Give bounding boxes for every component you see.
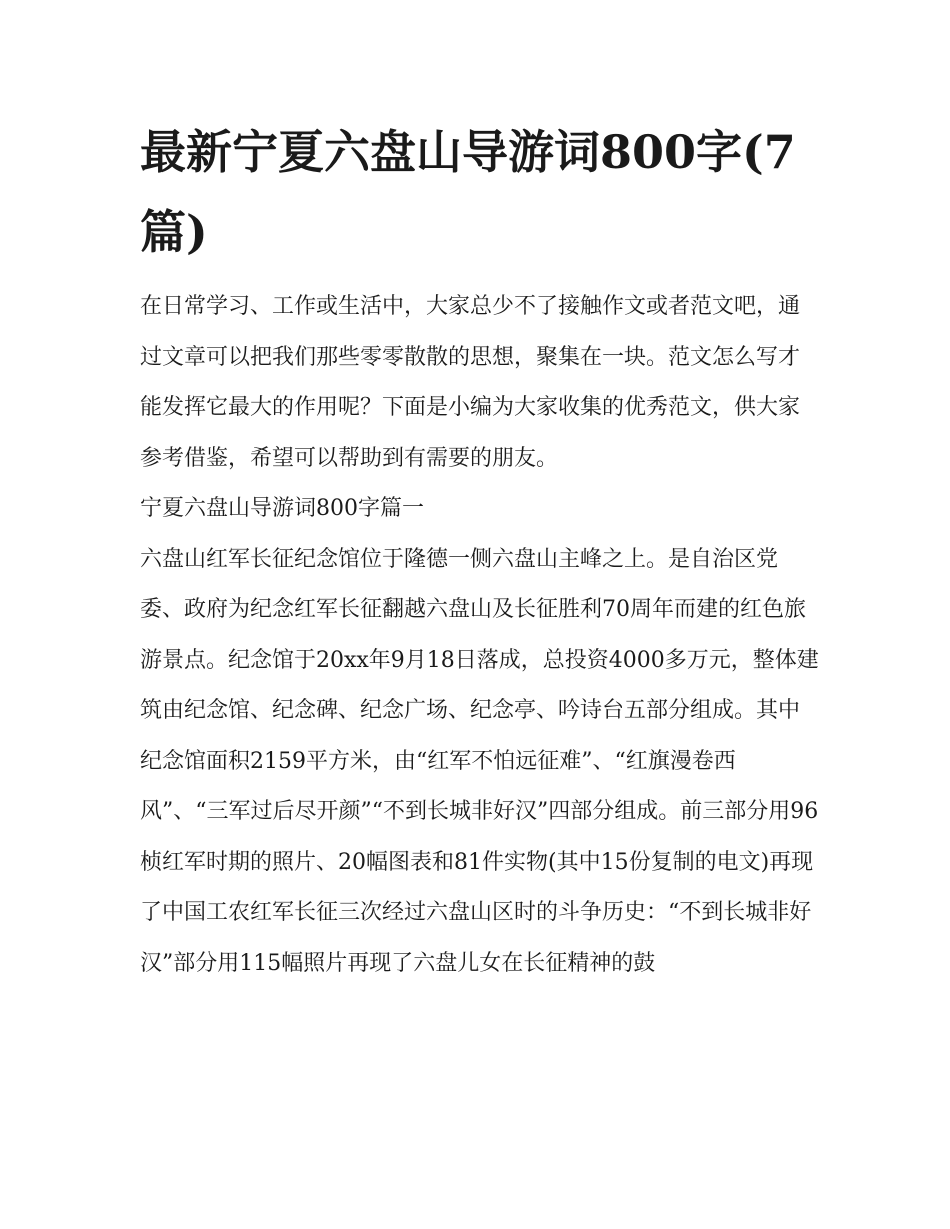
body-paragraph: 六盘山红军长征纪念馆位于隆德一侧六盘山主峰之上。是自治区党委、政府为纪念红军长征翻越六盘山及长征胜利70周年而建的红色旅游景点。纪念馆于20xx年9月18日落成，总投资4000多万元，整体建筑由纪念馆、纪念碑、纪念广场、纪念亭、吟诗台五部分组成。其中纪念馆面积2159平方米，由“红军不怕远征难”、“红旗漫卷西风”、“三军过后尽开颜”“不到长城非好汉”四部分组成。前三部分用96桢红军时期的照片、20幅图表和81件实物(其中15份复制的电文)再现了中国工农红军长征三次经过六盘山区时的斗争历史：“不到长城非好汉”部分用115幅照片再现了六盘儿女在长征精神的鼓 [140,546,819,976]
document-content [140,112,820,989]
section-heading: 宁夏六盘山导游词800字篇一 [140,496,424,521]
document-title: 最新宁夏六盘山导游词800字(7篇) [140,125,796,259]
intro-paragraph: 在日常学习、工作或生活中，大家总少不了接触作文或者范文吧，通过文章可以把我们那些零零散散的思想，聚集在一块。范文怎么写才能发挥它最大的作用呢？下面是小编为大家收集的优秀范文，供大家参考借鉴，希望可以帮助到有需要的朋友。 [140,294,801,471]
